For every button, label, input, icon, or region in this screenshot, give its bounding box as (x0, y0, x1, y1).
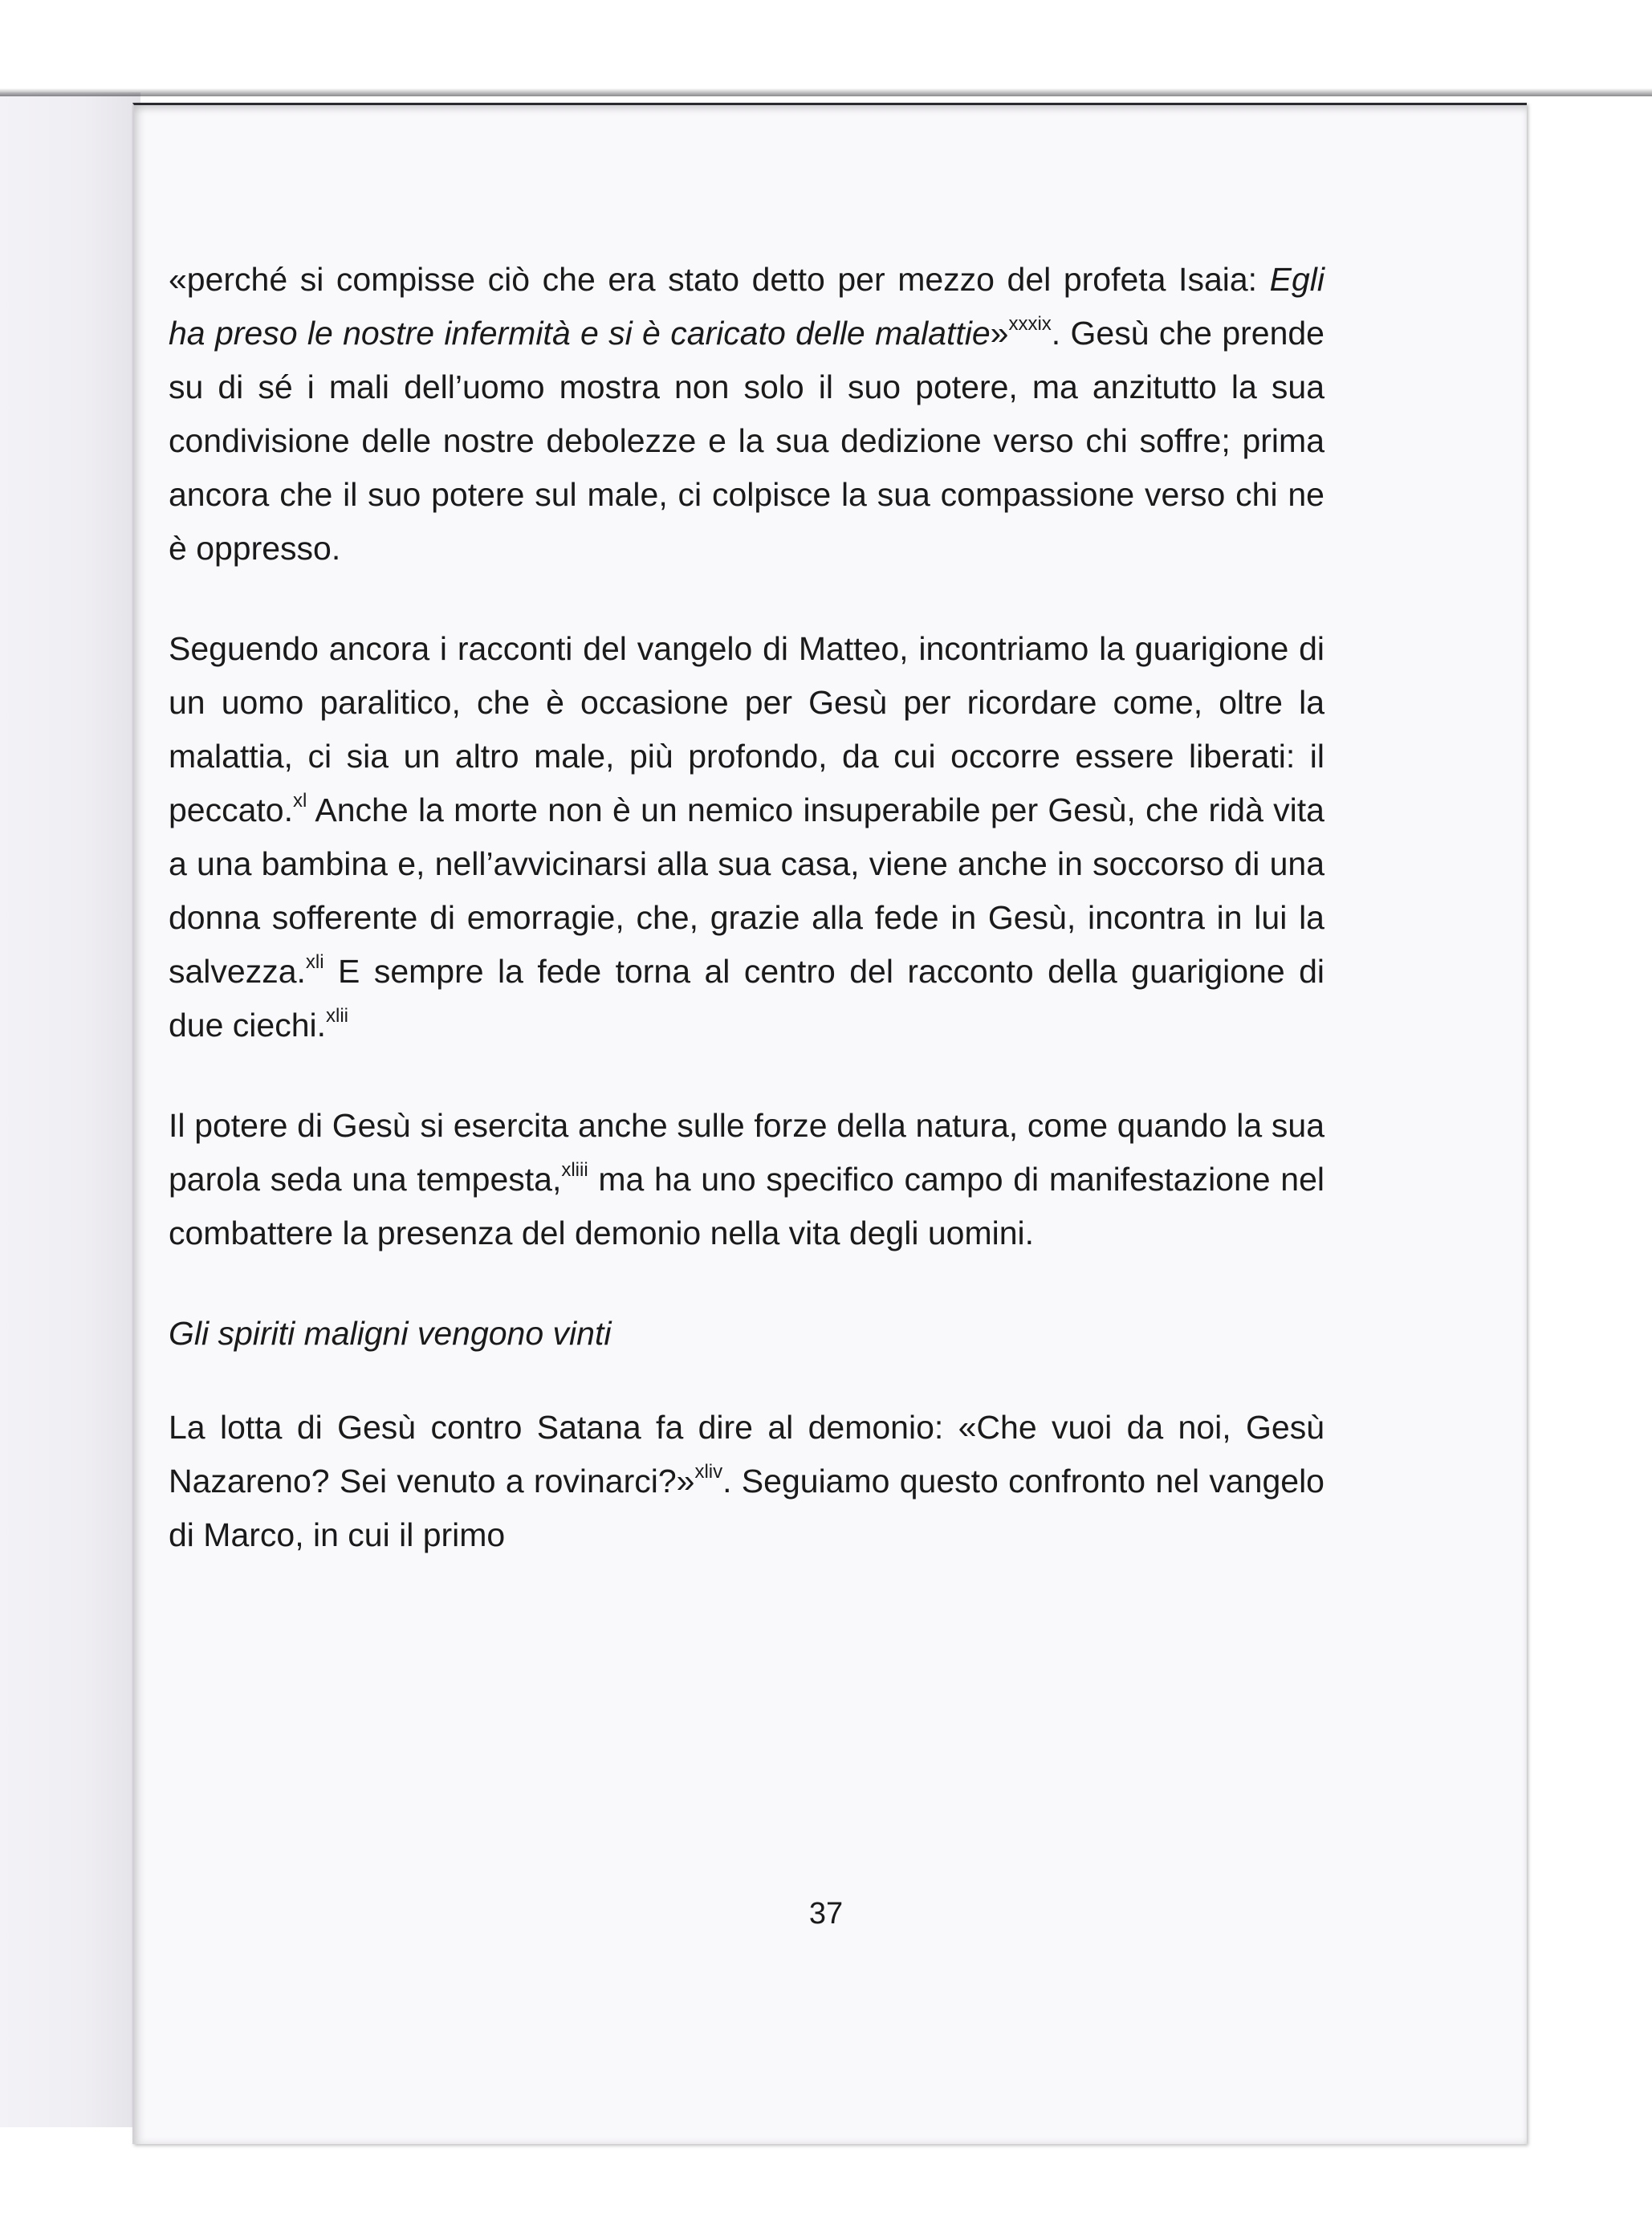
footnote-ref: xlii (326, 1005, 349, 1027)
text-run: Anche la morte non è un nemico insuperabile per Gesù, che ridà vita a una bambina e, nell’avvicinarsi alla sua casa, viene anche in soccorso di una donna sofferente di emorragie, che, grazie alla fede in Gesù, incontra in lui la salvezza. (169, 791, 1324, 990)
quoted-scripture-italic: Egli ha preso le nostre infermità e si è caricato delle malattie (169, 261, 1324, 352)
body-text (169, 253, 1324, 1562)
text-run: . Seguiamo questo confronto nel vangelo di Marco, in cui il primo (169, 1463, 1324, 1553)
paragraph-3 (169, 1099, 1324, 1260)
section-heading: Gli spiriti maligni vengono vinti (169, 1315, 612, 1352)
page-top-shadow (0, 88, 1652, 96)
text-run: Il potere di Gesù si esercita anche sulle forze della natura, come quando la sua parola seda una tempesta, (169, 1107, 1324, 1198)
text-run: ma ha uno specifico campo di manifestazione nel combattere la presenza del demonio nella vita degli uomini. (169, 1161, 1324, 1251)
text-run: » (990, 315, 1009, 352)
paragraph-1 (169, 253, 1324, 576)
page-number: 37 (808, 1897, 844, 1931)
footnote-ref: xliv (694, 1461, 723, 1483)
paragraph-2 (169, 622, 1324, 1052)
text-run: «perché si compisse ciò che era stato detto per mezzo del profeta Isaia: (169, 261, 1270, 298)
text-run: E sempre la fede torna al centro del racconto della guarigione di due ciechi. (169, 953, 1324, 1044)
paragraph-4 (169, 1401, 1324, 1562)
text-run: . Gesù che prende su di sé i mali dell’uomo mostra non solo il suo potere, ma anzitutto la sua condivisione delle nostre debolezze e la sua dedizione verso chi soffre; prima ancora che il suo potere sul male, ci colpisce la sua compassione verso chi ne è oppresso. (169, 315, 1324, 567)
footnote-ref: xxxix (1008, 313, 1052, 335)
text-run: La lotta di Gesù contro Satana fa dire al demonio: «Che vuoi da noi, Gesù Nazareno? Sei venuto a rovinarci?» (169, 1409, 1324, 1500)
footnote-ref: xli (305, 951, 324, 973)
text-run: Seguendo ancora i racconti del vangelo di Matteo, incontriamo la guarigione di un uomo paralitico, che è occasione per Gesù per ricordare come, oltre la malattia, ci sia un altro male, più profondo, da cui occorre essere liberati: il peccato. (169, 630, 1324, 828)
scanner-edge (0, 92, 140, 2127)
footnote-ref: xl (293, 790, 307, 812)
footnote-ref: xliii (561, 1159, 588, 1181)
